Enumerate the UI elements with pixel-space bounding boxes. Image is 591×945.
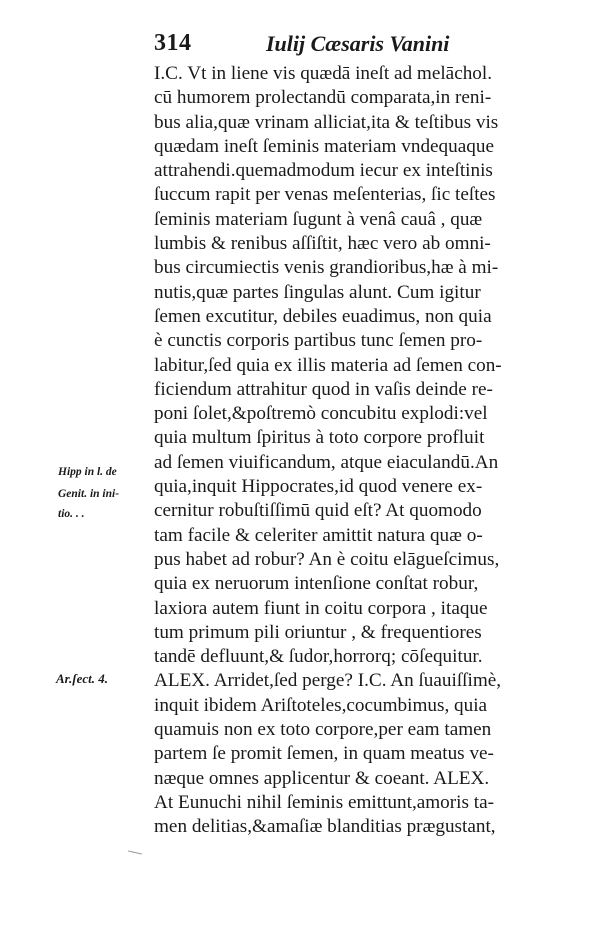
- text-line: bus alia,quæ vrinam alliciat,ita & teſtibus vis: [154, 111, 499, 133]
- text-line: ad ſemen viuificandum, atque eiaculandū.An: [154, 451, 499, 473]
- text-line: cernitur robuſtiſſimū quid eſt? At quomodo: [154, 500, 482, 522]
- text-line: næque omnes applicentur & coeant. ALEX.: [154, 767, 490, 789]
- text-line: quia ex neruorum intenſione conſtat robur,: [154, 573, 479, 595]
- text-line: I.C. Vt in liene vis quædā ineſt ad melāchol.: [154, 63, 493, 84]
- marginal-note-initio: tio. . .: [58, 508, 85, 520]
- text-line: tandē defluunt,& ſudor,horrorq; cōſequitur.: [154, 646, 483, 668]
- text-line: cū humorem prolectandū comparata,in reni-: [154, 87, 492, 109]
- text-line: nutis,quæ partes ſingulas alunt. Cum igitur: [154, 281, 481, 303]
- marginal-note-genit: Genit. in ini-: [58, 488, 120, 500]
- text-line: bus circumiectis venis grandioribus,hæ à mi-: [154, 257, 499, 279]
- text-line: labitur,ſed quia ex illis materia ad ſemen con-: [154, 354, 502, 376]
- text-line: ſemen excutitur, debiles euadimus, non quia: [154, 305, 492, 327]
- text-line: quamuis non ex toto corpore,per eam tamen: [154, 719, 492, 741]
- text-line: è cunctis corporis partibus tunc ſemen pro-: [154, 330, 483, 352]
- text-line: partem ſe promit ſemen, in quam meatus ve-: [154, 743, 494, 765]
- ink-mark: [128, 851, 142, 855]
- text-line: quædam ineſt ſeminis materiam vndequaque: [154, 135, 494, 157]
- running-title: Iulij Cæsaris Vanini: [266, 31, 450, 56]
- text-line: inquit ibidem Ariſtoteles,cocumbimus, quia: [154, 694, 488, 716]
- text-line: ALEX. Arridet,ſed perge? I.C. An ſuauiſſimè,: [154, 670, 502, 692]
- text-line: attrahendi.quemadmodum iecur ex inteſtinis: [154, 160, 493, 182]
- text-line: men delitias,&amaſiæ blanditias prægustant,: [154, 816, 496, 838]
- text-line: quia multum ſpiritus à toto corpore profluit: [154, 427, 485, 449]
- text-line: tum primum pili oriuntur , & frequentiores: [154, 621, 482, 643]
- page-number: 314: [154, 30, 192, 56]
- text-line: ſeminis materiam ſugunt à venâ cauâ , quæ: [154, 208, 483, 230]
- text-line: ficiendum attrahitur quod in vaſis deinde re-: [154, 378, 493, 400]
- text-line: tam facile & celeriter amittit natura quæ o-: [154, 524, 483, 546]
- text-line: pus habet ad robur? An è coitu elāgueſcimus,: [154, 548, 500, 570]
- marginal-note-aristotle: Ar.ſect. 4.: [56, 671, 108, 686]
- text-line: ſuccum rapit per venas meſenterias, ſic teſtes: [154, 184, 496, 206]
- text-line: laxiora autem fiunt in coitu corpora , itaque: [154, 597, 488, 619]
- running-head: [154, 30, 524, 62]
- text-line: At Eunuchi nihil ſeminis emittunt,amoris ta-: [154, 791, 494, 813]
- text-line: lumbis & renibus aſſiſtit, hæc vero ab omni-: [154, 233, 491, 255]
- text-line: quia,inquit Hippocrates,id quod venere ex-: [154, 476, 483, 498]
- marginal-note-hippocrates: Hipp in l. de: [58, 466, 117, 478]
- text-line: poni ſolet,&poſtremò concubitu explodi:vel: [154, 403, 488, 425]
- body-text: [154, 62, 574, 840]
